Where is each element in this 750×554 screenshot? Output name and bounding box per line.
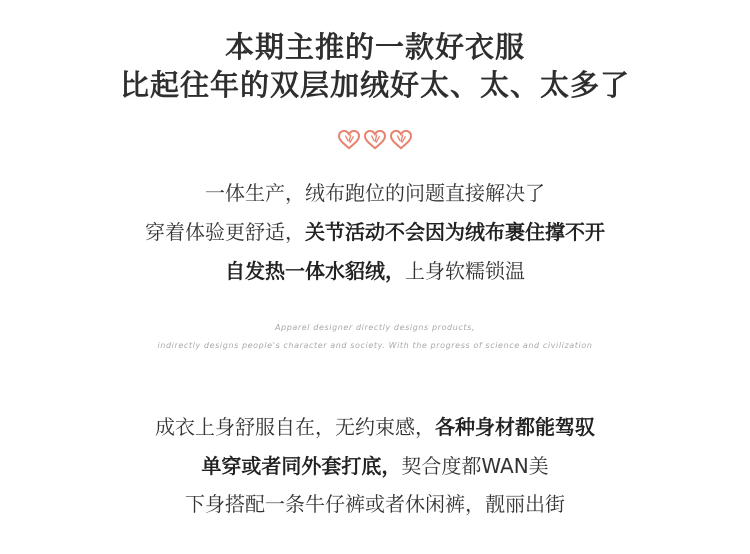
heart-icon (338, 130, 360, 150)
section1-line-2 (0, 219, 750, 245)
english-caption-line-1: Apparel designer directly designs products, (274, 323, 476, 332)
section2-line-1-regular: 成衣上身舒服自在，无约束感， (155, 415, 435, 439)
section1-line-1: 一体生产，绒布跑位的问题直接解决了 (205, 181, 545, 205)
section1-line-2-bold: 关节活动不会因为绒布裹住撑不开 (305, 220, 605, 244)
english-caption-line-2: indirectly designs people's character and society. With the progress of science and civilization (157, 341, 593, 350)
section2-line-2-regular: 契合度都WAN美 (401, 454, 549, 478)
section2-line-2 (0, 453, 750, 479)
hearts-divider (0, 130, 750, 156)
heart-icon (390, 130, 412, 150)
section1-line-3 (0, 258, 750, 284)
section1-line-3-regular: 上身软糯锁温 (405, 259, 525, 283)
headline-line-1: 本期主推的一款好衣服 (224, 30, 525, 64)
heart-icon (364, 130, 386, 150)
headline-line-2: 比起往年的双层加绒好太、太、太多了 (119, 68, 630, 102)
section1-line-3-bold: 自发热一体水貂绒， (225, 259, 405, 283)
section2-line-3: 下身搭配一条牛仔裤或者休闲裤，靓丽出街 (185, 492, 565, 516)
section1-line-2-regular: 穿着体验更舒适， (145, 220, 305, 244)
section2-line-1-bold: 各种身材都能驾驭 (435, 415, 595, 439)
section2-line-2-bold: 单穿或者同外套打底， (201, 454, 402, 478)
section2-line-1 (0, 414, 750, 440)
